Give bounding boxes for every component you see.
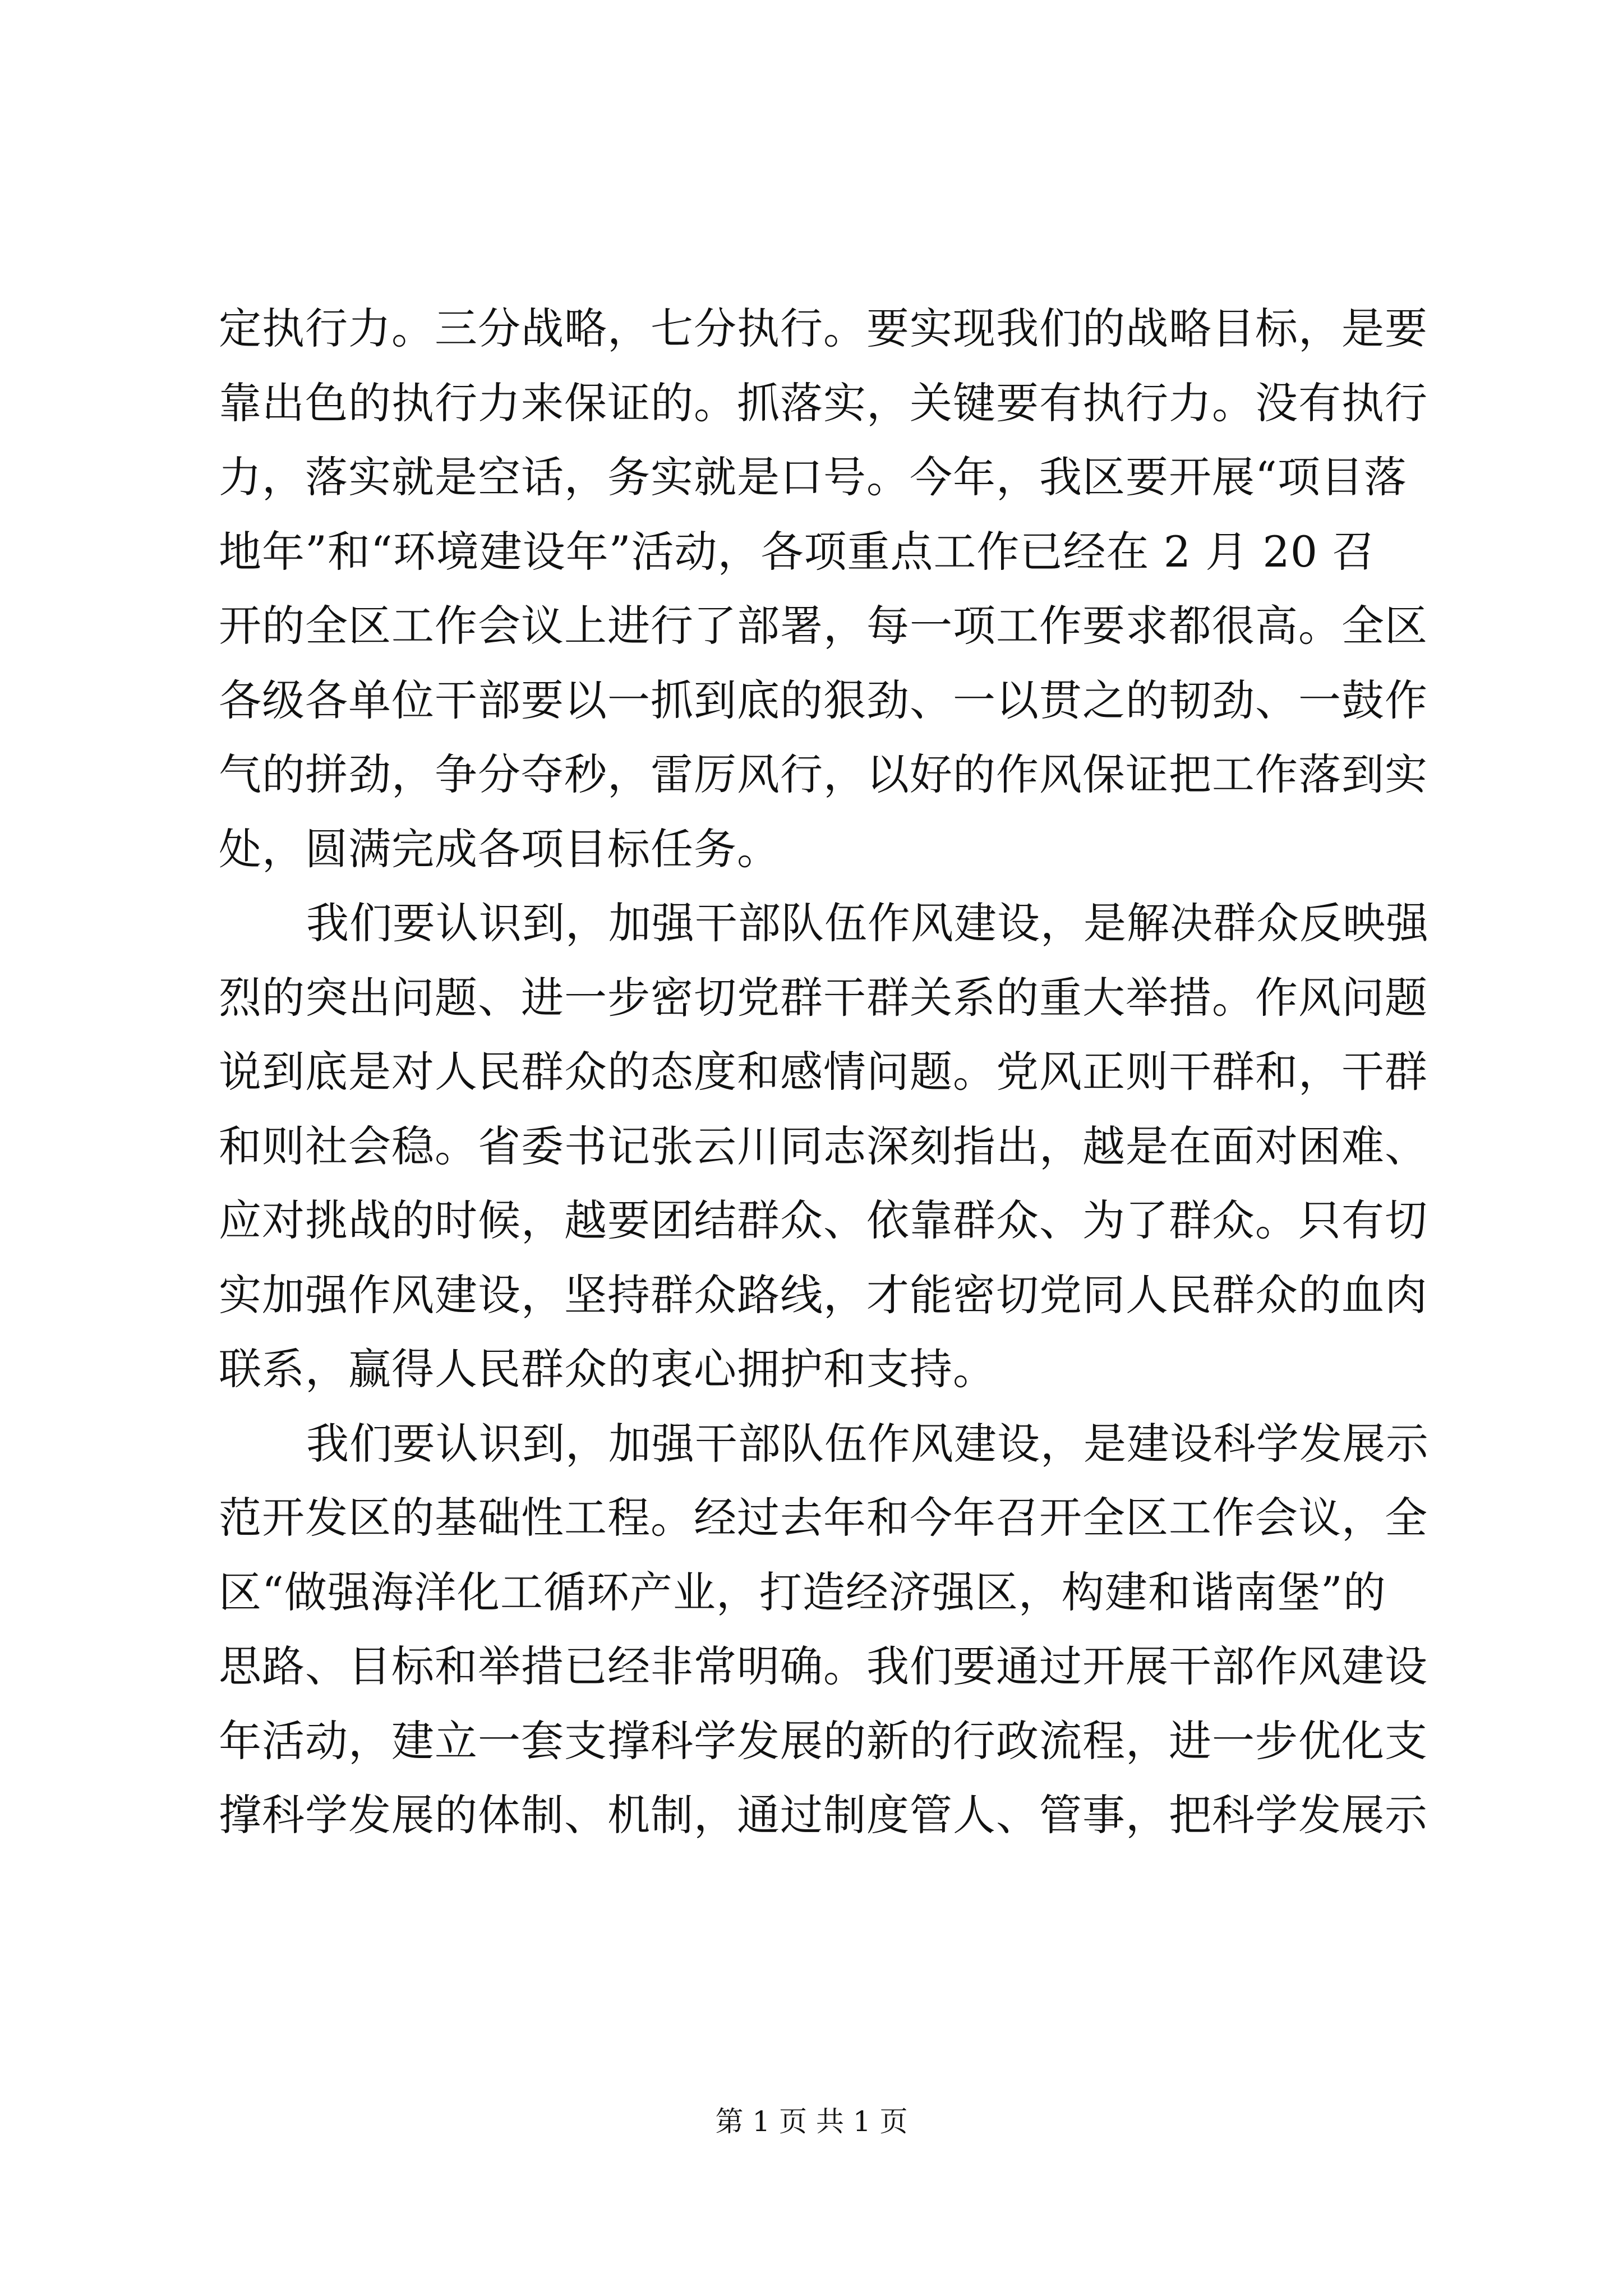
text-line: 年活动，建立一套支撑科学发展的新的行政流程，进一步优化支 — [219, 1715, 1428, 1766]
text-line: 区“做强海洋化工循环产业，打造经济强区，构建和谐南堡”的 — [219, 1567, 1386, 1617]
text-line: 烈的突出问题、进一步密切党群干群关系的重大举措。作风问题 — [219, 972, 1428, 1023]
page-footer — [0, 2105, 1623, 2138]
page-number-label: 第 1 页 共 1 页 — [715, 2105, 908, 2138]
paragraph — [219, 292, 1436, 886]
paragraph — [219, 1407, 1436, 1853]
text-line: 范开发区的基础性工程。经过去年和今年召开全区工作会议，全 — [219, 1493, 1428, 1543]
text-line: 处，圆满完成各项目标任务。 — [219, 823, 780, 874]
paragraph — [219, 886, 1436, 1407]
text-line: 应对挑战的时候，越要团结群众、依靠群众、为了群众。只有切 — [219, 1195, 1428, 1245]
text-line: 力，落实就是空话，务实就是口号。今年，我区要开展“项目落 — [219, 452, 1407, 502]
text-line: 气的拼劲，争分夺秒，雷厉风行，以好的作风保证把工作落到实 — [219, 749, 1428, 799]
text-line: 和则社会稳。省委书记张云川同志深刻指出，越是在面对困难、 — [219, 1121, 1428, 1171]
text-line: 我们要认识到，加强干部队伍作风建设，是解决群众反映强 — [306, 898, 1429, 948]
text-line: 我们要认识到，加强干部队伍作风建设，是建设科学发展示 — [306, 1418, 1429, 1469]
text-line: 撑科学发展的体制、机制，通过制度管人、管事，把科学发展示 — [219, 1790, 1428, 1840]
text-line: 定执行力。三分战略，七分执行。要实现我们的战略目标，是要 — [219, 303, 1428, 353]
text-line: 地年”和“环境建设年”活动，各项重点工作已经在 2 月 20 召 — [219, 526, 1376, 577]
text-line: 思路、目标和举措已经非常明确。我们要通过开展干部作风建设 — [219, 1641, 1428, 1691]
text-line: 各级各单位干部要以一抓到底的狠劲、一以贯之的韧劲、一鼓作 — [219, 675, 1428, 725]
text-line: 说到底是对人民群众的态度和感情问题。党风正则干群和，干群 — [219, 1047, 1428, 1097]
text-line: 靠出色的执行力来保证的。抓落实，关键要有执行力。没有执行 — [219, 378, 1428, 428]
text-line: 联系，赢得人民群众的衷心拥护和支持。 — [219, 1344, 996, 1394]
document-body — [219, 292, 1436, 1853]
text-line: 实加强作风建设，坚持群众路线，才能密切党同人民群众的血肉 — [219, 1269, 1428, 1320]
text-line: 开的全区工作会议上进行了部署，每一项工作要求都很高。全区 — [219, 601, 1428, 651]
